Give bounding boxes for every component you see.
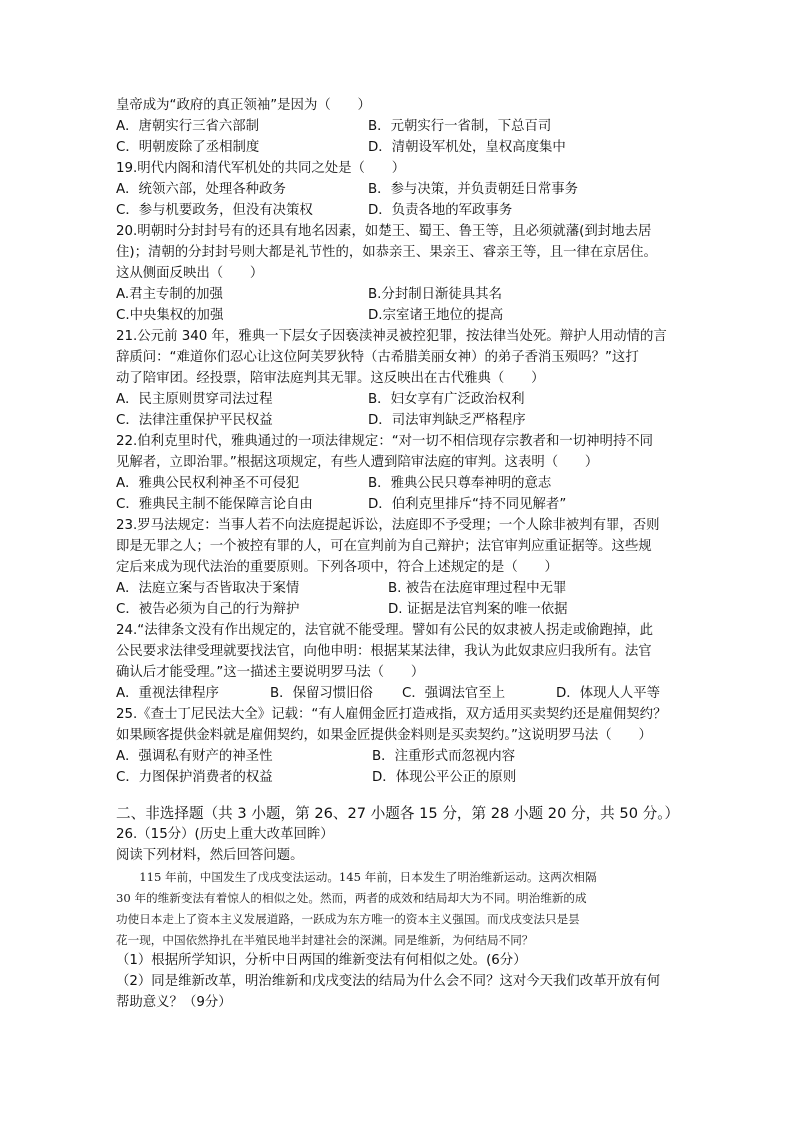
q23-option-b: B. 被告在法庭审理过程中无罪 [388,581,567,596]
q22-stem-line1: 22.伯利克里时代，雅典通过的一项法律规定：“对一切不相信现存宗教者和一切神明持不同 [116,434,654,449]
q19-option-c: C．参与机要政务，但没有决策权 [116,203,313,218]
q21-option-d: D．司法审判缺乏严格程序 [368,413,526,428]
q26-instruction: 阅读下列材料，然后回答问题。 [116,848,304,863]
q25-stem-line2: 如果顾客提供金料就是雇佣契约，如果金匠提供金料则是买卖契约。”这说明罗马法（ ） [116,728,652,743]
q18-option-c: C．明朝废除了丞相制度 [116,140,260,155]
q21-stem-line3: 动了陪审团。经投票，陪审法庭判其无罪。这反映出在古代雅典（ ） [116,371,545,386]
q20-option-d: D.宗室诸王地位的提高 [368,308,504,323]
q26-material-line2: 30 年的维新变法有着惊人的相似之处。然而，两者的成效和结局却大为不同。明治维新的成 [116,891,587,905]
q24-stem-line2: 公民要求法律受理就要找法官，向他申明：根据某某法律，我认为此奴隶应归我所有。法官 [116,644,652,659]
q22-stem-line2: 见解者，立即治罪。”根据这项规定，有些人遭到陪审法庭的审判。这表明（ ） [116,455,599,470]
q20-stem-line3: 这从侧面反映出（ ） [116,266,264,281]
q24-option-a: A．重视法律程序 [116,686,219,701]
q23-option-c: C．被告必须为自己的行为辩护 [116,602,300,617]
q20-option-c: C.中央集权的加强 [116,308,224,323]
q20-option-a: A.君主专制的加强 [116,287,223,302]
q26-subquestion-2-line2: 帮助意义？（9分） [116,995,232,1010]
q21-option-a: A．民主原则贯穿司法过程 [116,392,273,407]
q24-stem-line1: 24.“法律条文没有作出规定的，法官就不能受理。譬如有公民的奴隶被人拐走或偷跑掉，此 [116,623,654,638]
q18-option-d: D．清朝设军机处，皇权高度集中 [368,140,566,155]
q19-option-b: B．参与决策，并负责朝廷日常事务 [368,182,579,197]
q21-option-b: B．妇女享有广泛政治权利 [368,392,525,407]
q26-material-line1: 115 年前，中国发生了戊戌变法运动。145 年前，日本发生了明治维新运动。这两次相隔 [116,870,597,884]
q24-stem-line3: 确认后才能受理。”这一描述主要说明罗马法（ ） [116,665,425,680]
q23-option-d: D. 证据是法官判案的唯一依据 [388,602,568,617]
q22-option-d: D．伯利克里排斥“持不同见解者” [368,497,567,512]
q18-option-b: B．元朝实行一省制，下总百司 [368,119,552,134]
q23-stem-line1: 23.罗马法规定：当事人若不向法庭提起诉讼，法庭即不予受理；一个人除非被判有罪，否则 [116,518,660,533]
q25-option-c: C．力图保护消费者的权益 [116,770,273,785]
q19-option-d: D．负责各地的军政事务 [368,203,513,218]
q26-material-line3: 功使日本走上了资本主义发展道路，一跃成为东方唯一的资本主义强国。而戊戌变法只是昙 [116,912,580,926]
q26-title: 26.（15分）(历史上重大改革回眸） [116,827,334,842]
q23-stem-line3: 定后来成为现代法治的重要原则。下列各项中，符合上述规定的是（ ） [116,560,558,575]
q18-stem: 皇帝成为“政府的真正领袖”是因为（ ） [116,98,371,113]
q26-subquestion-1: （1）根据所学知识，分析中日两国的维新变法有何相似之处。(6分） [116,953,527,968]
q23-stem-line2: 即是无罪之人；一个被控有罪的人，可在宣判前为自己辩护；法官审判应重证据等。这些规 [116,539,652,554]
q19-option-a: A．统领六部，处理各种政务 [116,182,286,197]
q21-option-c: C．法律注重保护平民权益 [116,413,273,428]
q26-subquestion-2-line1: （2）同是维新改革，明治维新和戊戌变法的结局为什么会不同？这对今天我们改革开放有何 [116,974,661,989]
q23-option-a: A．法庭立案与否皆取决于案情 [116,581,300,596]
q24-option-b: B．保留习惯旧俗 [270,686,373,701]
q25-option-a: A．强调私有财产的神圣性 [116,749,273,764]
q22-option-b: B．雅典公民只尊奉神明的意志 [368,476,552,491]
q19-stem: 19.明代内阁和清代军机处的共同之处是（ ） [116,161,406,176]
q18-option-a: A．唐朝实行三省六部制 [116,119,260,134]
q21-stem-line1: 21.公元前 340 年，雅典一下层女子因亵渎神灵被控犯罪，按法律当处死。辩护人用动情的言 [116,329,667,344]
q24-option-c: C．强调法官至上 [402,686,506,701]
q25-option-b: B．注重形式而忽视内容 [372,749,516,764]
q26-material-line4: 花一现，中国依然挣扎在半殖民地半封建社会的深渊。同是维新，为何结局不同？ [116,933,534,947]
q20-stem-line1: 20.明朝时分封封号有的还具有地名因素，如楚王、蜀王、鲁王等，且必须就藩(到封地去居 [116,224,652,239]
q20-stem-line2: 住)；清朝的分封封号则大都是礼节性的，如恭亲王、果亲王、睿亲王等，且一律在京居住。 [116,245,657,260]
q25-stem-line1: 25.《查士丁尼民法大全》记载：“有人雇佣金匠打造戒指，双方适用买卖契约还是雇佣契约？ [116,707,667,722]
q25-option-d: D．体现公平公正的原则 [372,770,517,785]
section-heading: 二、非选择题（共 3 小题，第 26、27 小题各 15 分，第 28 小题 20 分，共 50 分。） [116,805,680,822]
q24-option-d: D．体现人人平等 [556,686,661,701]
q22-option-a: A．雅典公民权利神圣不可侵犯 [116,476,300,491]
q20-option-b: B.分封制日渐徒具其名 [368,287,502,302]
q21-stem-line2: 辞质问：“难道你们忍心让这位阿芙罗狄特（古希腊美丽女神）的弟子香消玉殒吗？”这打 [116,350,639,365]
q22-option-c: C．雅典民主制不能保障言论自由 [116,497,313,512]
